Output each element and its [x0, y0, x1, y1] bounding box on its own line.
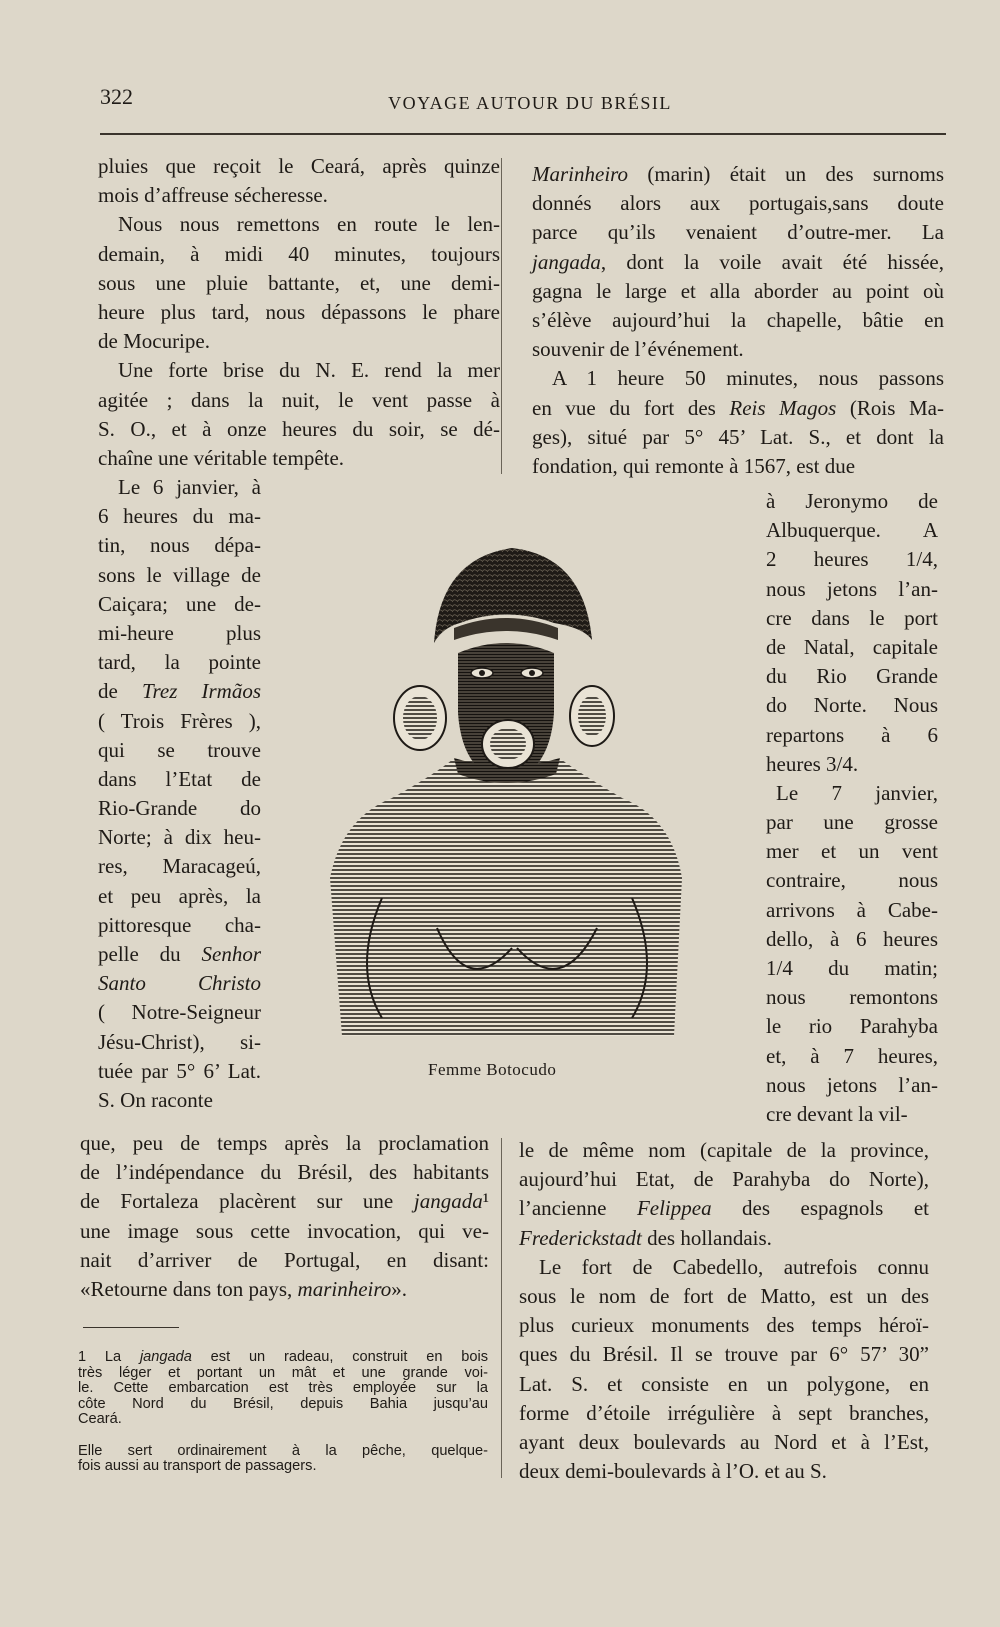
- text-line: mer et un vent: [766, 839, 938, 864]
- text-line: pluies que reçoit le Ceará, après quinze: [98, 154, 500, 178]
- text-line: contraire, nous: [766, 868, 938, 893]
- text-line: donnés alors aux portugais,sans doute: [532, 191, 944, 216]
- text-line: en vue du fort des Reis Magos (Rois Ma-: [532, 395, 944, 420]
- right-column-top: [532, 160, 944, 481]
- text-line: Albuquerque. A: [766, 518, 938, 543]
- text-line: sous le nom de fort de Matto, est un des: [519, 1283, 929, 1308]
- text-line: cre devant la vil-: [766, 1101, 908, 1126]
- text-line: et peu après, la: [98, 883, 261, 908]
- text-line: nous remontons: [766, 985, 938, 1010]
- left-column-wrap: [98, 473, 261, 1115]
- running-title: VOYAGE AUTOUR DU BRÉSIL: [388, 93, 672, 113]
- right-column-bottom: [519, 1136, 929, 1486]
- text-line: mois d’affreuse sécheresse.: [98, 183, 328, 208]
- text-line: tard, la pointe: [98, 650, 261, 675]
- text-line: de Trez Irmãos: [98, 679, 261, 704]
- text-line: ( Trois Frères ),: [98, 708, 261, 733]
- text-line: tin, nous dépa-: [98, 533, 261, 558]
- text-line: ( Notre-Seigneur: [98, 1000, 261, 1025]
- text-line: mi-heure plus: [98, 620, 261, 645]
- text-line: sous une pluie battante, et, une demi-: [98, 270, 500, 295]
- text-line: à Jeronymo de: [766, 489, 938, 513]
- portrait-engraving: [322, 548, 690, 1036]
- page-number: 322: [100, 84, 133, 109]
- text-line: demain, à midi 40 minutes, toujours: [98, 241, 500, 266]
- text-line: jangada, dont la voile avait été hissée,: [532, 249, 944, 274]
- text-line: tuée par 5° 6’ Lat.: [98, 1058, 261, 1083]
- text-line: chaîne une véritable tempête.: [98, 445, 345, 470]
- text-line: repartons à 6: [766, 722, 938, 747]
- column-rule-bottom: [501, 1138, 502, 1478]
- text-line: côte Nord du Brésil, depuis Bahia jusqu’au: [78, 1395, 488, 1412]
- text-line: pelle du Senhor: [98, 942, 261, 966]
- text-line: s’élève aujourd’hui la chapelle, bâtie en: [532, 307, 944, 332]
- text-line: dans l’Etat de: [98, 766, 261, 791]
- text-line: do Norte. Nous: [766, 693, 938, 718]
- text-line: heure plus tard, nous dépassons le phare: [98, 299, 500, 324]
- text-line: Santo Christo: [98, 971, 261, 996]
- footnote-rule: [83, 1327, 179, 1328]
- text-line: ayant deux boulevards au Nord et à l’Est,: [519, 1429, 929, 1454]
- text-line: S. On raconte: [98, 1087, 213, 1112]
- footnote: [78, 1350, 488, 1475]
- text-line: Lat. S. et consiste en un polygone, en: [519, 1371, 929, 1396]
- text-line: res, Maracageú,: [98, 854, 261, 879]
- text-line: ques du Brésil. Il se trouve par 6° 57’ 30”: [519, 1342, 929, 1367]
- right-column-wrap: [766, 487, 938, 1129]
- text-line: aujourd’hui Etat, de Parahyba do Norte),: [519, 1167, 929, 1192]
- left-column-bottom: [80, 1129, 489, 1304]
- text-line: le de même nom (capitale de la province,: [519, 1138, 929, 1162]
- text-line: par une grosse: [766, 810, 938, 835]
- header-rule: [100, 133, 946, 135]
- text-line: nait d’arriver de Portugal, en disant:: [80, 1247, 489, 1272]
- text-line: de Fortaleza placèrent sur une jangada¹: [80, 1189, 489, 1214]
- text-line: deux demi-boulevards à l’O. et au S.: [519, 1459, 827, 1484]
- text-line: Rio-Grande do: [98, 796, 261, 821]
- text-line: cre dans le port: [766, 605, 938, 630]
- text-line: 2 heures 1/4,: [766, 547, 938, 572]
- text-line: de Natal, capitale: [766, 634, 938, 659]
- text-line: Norte; à dix heu-: [98, 825, 261, 850]
- text-line: sons le village de: [98, 562, 261, 587]
- text-line: le. Cette embarcation est très employée sur la: [78, 1380, 488, 1397]
- text-line: nous jetons l’an-: [766, 576, 938, 601]
- text-line: arrivons à Cabe-: [766, 897, 938, 922]
- text-line: fois aussi au transport de passagers.: [78, 1458, 317, 1475]
- text-line: nous jetons l’an-: [766, 1072, 938, 1097]
- column-rule-top: [501, 158, 502, 474]
- text-line: A 1 heure 50 minutes, nous passons: [552, 366, 944, 391]
- text-line: S. O., et à onze heures du soir, se dé-: [98, 416, 500, 441]
- text-line: pittoresque cha-: [98, 912, 261, 937]
- text-line: Marinheiro (marin) était un des surnoms: [532, 162, 944, 186]
- text-line: 6 heures du ma-: [98, 504, 261, 529]
- text-line: plus curieux monuments des temps héroï-: [519, 1313, 929, 1338]
- text-line: Le 6 janvier, à: [118, 475, 261, 499]
- text-line: dello, à 6 heures: [766, 926, 938, 951]
- text-line: parce qu’ils venaient d’outre-mer. La: [532, 220, 944, 245]
- text-line: Elle sert ordinairement à la pêche, quelque-: [78, 1442, 488, 1459]
- text-line: qui se trouve: [98, 737, 261, 762]
- text-line: Une forte brise du N. E. rend la mer: [118, 358, 500, 383]
- text-line: Frederickstadt des hollandais.: [519, 1225, 772, 1250]
- text-line: ges), situé par 5° 45’ Lat. S., et dont la: [532, 424, 944, 449]
- text-line: gagna le large et alla aborder au point où: [532, 278, 944, 303]
- text-line: Le 7 janvier,: [776, 780, 938, 805]
- text-line: et, à 7 heures,: [766, 1043, 938, 1068]
- text-line: très léger et portant un mât et une grande voi-: [78, 1364, 488, 1381]
- text-line: souvenir de l’événement.: [532, 337, 744, 362]
- figure-caption: Femme Botocudo: [428, 1060, 557, 1079]
- text-line: «Retourne dans ton pays, marinheiro».: [80, 1276, 408, 1301]
- text-line: de Mocuripe.: [98, 329, 210, 354]
- text-line: le rio Parahyba: [766, 1014, 938, 1039]
- text-line: Ceará.: [78, 1411, 122, 1428]
- text-line: une image sous cette invocation, qui ve-: [80, 1218, 489, 1243]
- text-line: de l’indépendance du Brésil, des habitants: [80, 1160, 489, 1185]
- text-line: 1/4 du matin;: [766, 956, 938, 980]
- text-line: heures 3/4.: [766, 751, 859, 776]
- text-line: forme d’étoile irrégulière à sept branches,: [519, 1400, 929, 1425]
- text-line: Nous nous remettons en route le len-: [118, 212, 500, 237]
- text-line: que, peu de temps après la proclamation: [80, 1131, 489, 1155]
- text-line: du Rio Grande: [766, 664, 938, 689]
- left-column-top: [98, 152, 500, 473]
- text-line: agitée ; dans la nuit, le vent passe à: [98, 387, 500, 412]
- text-line: l’ancienne Felippea des espagnols et: [519, 1196, 929, 1221]
- text-line: 1 La jangada est un radeau, construit en bois: [78, 1349, 488, 1365]
- text-line: fondation, qui remonte à 1567, est due: [532, 453, 856, 478]
- text-line: Le fort de Cabedello, autrefois connu: [539, 1254, 929, 1279]
- text-line: Caiçara; une de-: [98, 591, 261, 616]
- text-line: Jésu-Christ), si-: [98, 1029, 261, 1054]
